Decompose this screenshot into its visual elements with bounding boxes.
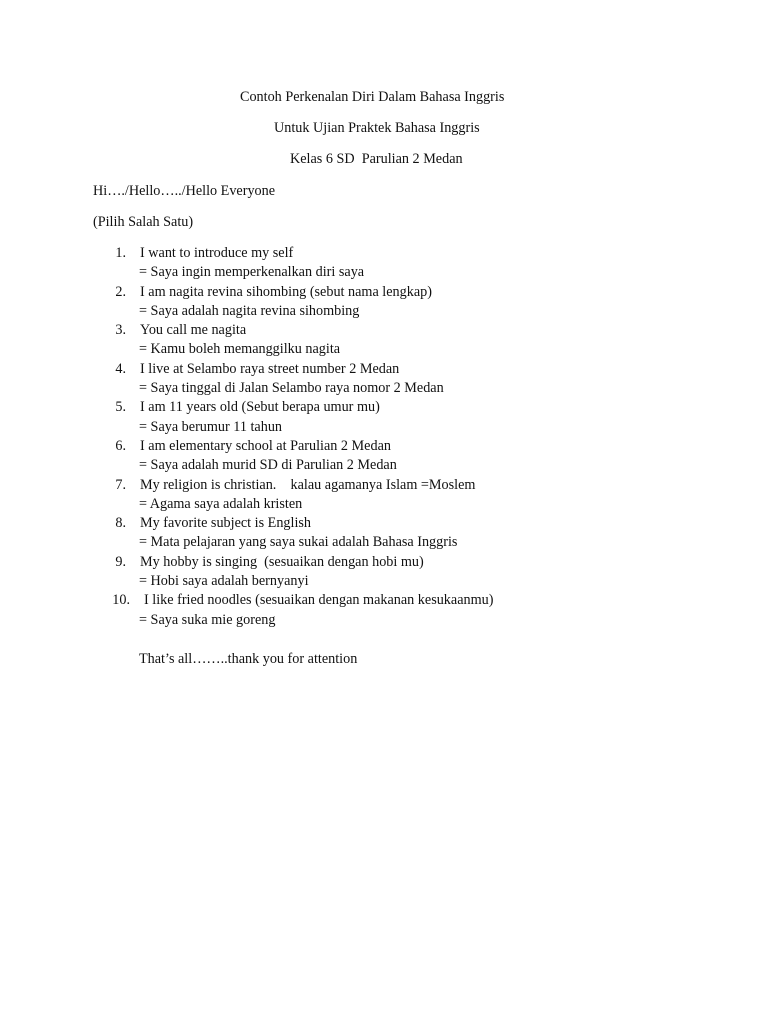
- item-indonesian: = Kamu boleh memanggilku nagita: [139, 341, 341, 358]
- item-indonesian: = Mata pelajaran yang saya sukai adalah Bahasa Inggris: [139, 534, 458, 551]
- item-number: 2.: [115, 283, 126, 300]
- item-english: I live at Selambo raya street number 2 Medan: [140, 360, 400, 377]
- item-english: I am elementary school at Parulian 2 Medan: [140, 437, 391, 454]
- item-english: My religion is christian. kalau agamanya Islam =Moslem: [140, 476, 476, 493]
- class-line: Kelas 6 SD Parulian 2 Medan: [290, 151, 463, 167]
- item-english: I am 11 years old (Sebut berapa umur mu): [140, 399, 380, 416]
- greeting-line: Hi…./Hello…../Hello Everyone: [93, 183, 276, 199]
- document-subtitle: Untuk Ujian Praktek Bahasa Inggris: [274, 120, 480, 136]
- item-indonesian: = Agama saya adalah kristen: [139, 495, 303, 512]
- item-indonesian: = Hobi saya adalah bernyanyi: [139, 573, 309, 590]
- item-indonesian: = Saya ingin memperkenalkan diri saya: [139, 264, 365, 281]
- item-english: My favorite subject is English: [140, 515, 312, 532]
- choose-note: (Pilih Salah Satu): [93, 214, 194, 230]
- closing-line: That’s all……..thank you for attention: [139, 651, 358, 667]
- item-number: 6.: [115, 437, 126, 454]
- document-title: Contoh Perkenalan Diri Dalam Bahasa Inggris: [240, 89, 505, 105]
- item-english: You call me nagita: [140, 322, 247, 339]
- item-english: I like fried noodles (sesuaikan dengan makanan kesukaanmu): [144, 592, 494, 609]
- item-number: 8.: [115, 515, 126, 532]
- item-number: 7.: [115, 476, 126, 493]
- item-indonesian: = Saya tinggal di Jalan Selambo raya nomor 2 Medan: [139, 380, 444, 397]
- item-english: My hobby is singing (sesuaikan dengan hobi mu): [140, 553, 424, 570]
- item-english: I want to introduce my self: [140, 245, 294, 261]
- item-number: 5.: [115, 399, 126, 416]
- item-number: 9.: [115, 553, 126, 570]
- item-indonesian: = Saya adalah nagita revina sihombing: [139, 302, 360, 319]
- item-indonesian: = Saya adalah murid SD di Parulian 2 Medan: [139, 457, 397, 474]
- item-indonesian: = Saya suka mie goreng: [139, 611, 276, 628]
- item-number: 3.: [115, 322, 126, 339]
- item-number: 4.: [115, 360, 126, 377]
- item-english: I am nagita revina sihombing (sebut nama lengkap): [140, 283, 432, 300]
- item-number: 10.: [112, 592, 130, 609]
- item-indonesian: = Saya berumur 11 tahun: [139, 418, 283, 435]
- item-number: 1.: [115, 245, 126, 261]
